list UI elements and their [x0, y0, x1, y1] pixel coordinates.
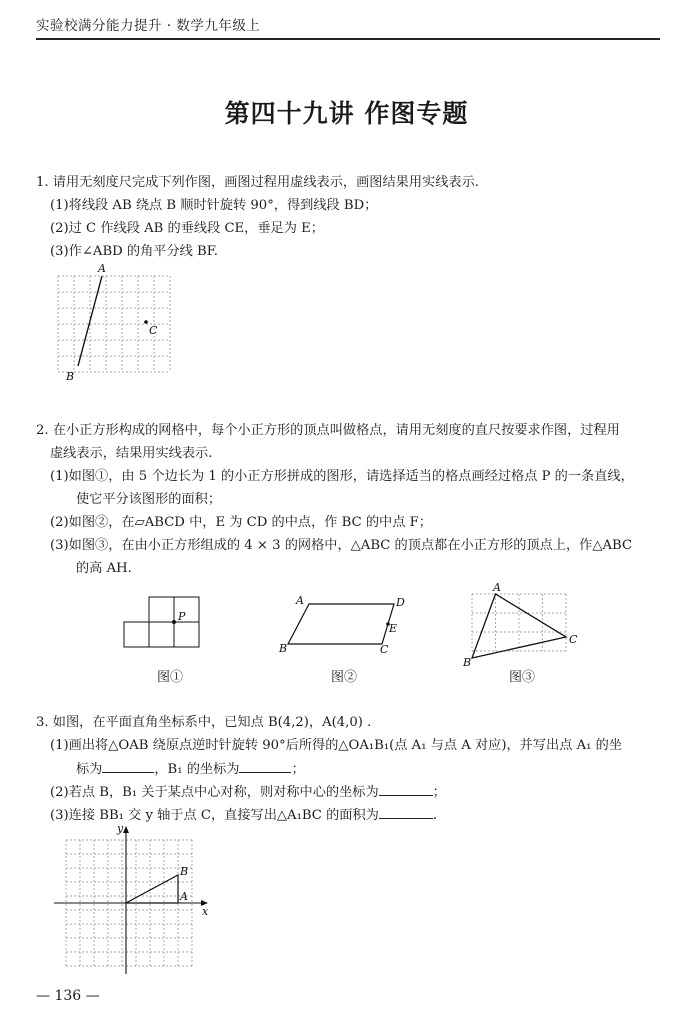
lecture-title: 第四十九讲 作图专题 [224, 99, 469, 128]
q3-coordinate-figure [46, 820, 216, 978]
y-axis-arrow [123, 826, 129, 833]
label-b: B [66, 370, 75, 383]
q1-part-3: (3)作∠ABD 的角平分线 BF. [50, 244, 219, 259]
label-a: A [180, 890, 188, 903]
q3-part-1b: 标为 ，B₁ 的坐标为 ； [76, 758, 305, 780]
q2-fig3-grid [472, 594, 566, 651]
q3-part-2: (2)若点 B，B₁ 关于某点中心对称，则对称中心的坐标为 ； [50, 781, 446, 803]
label-c: C [380, 643, 389, 656]
point-p [172, 620, 176, 624]
q2-figure-2 [276, 590, 410, 660]
q1-part-1: (1)将线段 AB 绕点 B 顺时针旋转 90°，得到线段 BD； [50, 198, 378, 213]
q2-stem-2: 虚线表示，结果用实线表示. [50, 446, 213, 461]
triangle-oab [126, 875, 178, 903]
label-d: D [396, 596, 405, 609]
q2-part-3b: 的高 AH. [76, 561, 132, 576]
label-c: C [569, 633, 578, 646]
q3-part-1a: (1)画出将△OAB 绕原点逆时针旋转 90°后所得的△OA₁B₁(点 A₁ 与点 A 对应)，并写出点 A₁ 的坐 [50, 738, 622, 753]
label-x: x [202, 905, 209, 918]
label-b: B [279, 642, 288, 655]
q2-part-1a: (1)如图①，由 5 个边长为 1 的小正方形拼成的图形，请选择适当的格点画经过格点 P 的一条直线， [50, 469, 634, 484]
label-p: P [178, 610, 186, 623]
point-c [144, 320, 148, 324]
q2-part-2: (2)如图②，在▱ABCD 中，E 为 CD 的中点，作 BC 的中点 F； [50, 515, 432, 530]
q2-stem-1: 2. 在小正方形构成的网格中，每个小正方形的顶点叫做格点，请用无刻度的直尺按要求作图，过程用 [36, 423, 620, 438]
fig1-caption: 图① [157, 670, 184, 685]
label-e: E [389, 622, 398, 635]
label-b: B [463, 656, 472, 668]
q3-stem: 3. 如图，在平面直角坐标系中，已知点 B(4,2)，A(4,0) . [36, 715, 372, 730]
label-c: C [149, 324, 158, 337]
page-number: — 136 — [36, 988, 100, 1004]
q3-part-3: (3)连接 BB₁ 交 y 轴于点 C，直接写出△A₁BC 的面积为 . [50, 804, 437, 826]
q2-figure-3 [460, 582, 584, 668]
running-header: 实验校满分能力提升 · 数学九年级上 [36, 18, 261, 34]
q2-figure-1 [118, 590, 208, 658]
parallelogram-abcd [288, 604, 394, 644]
q2-part-3a: (3)如图③，在由小正方形组成的 4 × 3 的网格中，△ABC 的顶点都在小正方形的顶点上，作△ABC [50, 538, 633, 553]
label-a: A [98, 262, 106, 275]
q1-part-2: (2)过 C 作线段 AB 的垂线段 CE，垂足为 E； [50, 221, 324, 236]
label-b: B [180, 865, 189, 878]
label-y: y [117, 822, 124, 835]
label-a: A [296, 594, 304, 607]
header-rule [36, 38, 660, 40]
fig2-caption: 图② [331, 670, 358, 685]
fig3-caption: 图③ [509, 670, 536, 685]
q1-figure [50, 262, 180, 390]
q2-part-1b: 使它平分该图形的面积； [76, 492, 222, 507]
q1-stem: 1. 请用无刻度尺完成下列作图，画图过程用虚线表示，画图结果用实线表示. [36, 175, 479, 190]
label-a: A [493, 582, 501, 594]
